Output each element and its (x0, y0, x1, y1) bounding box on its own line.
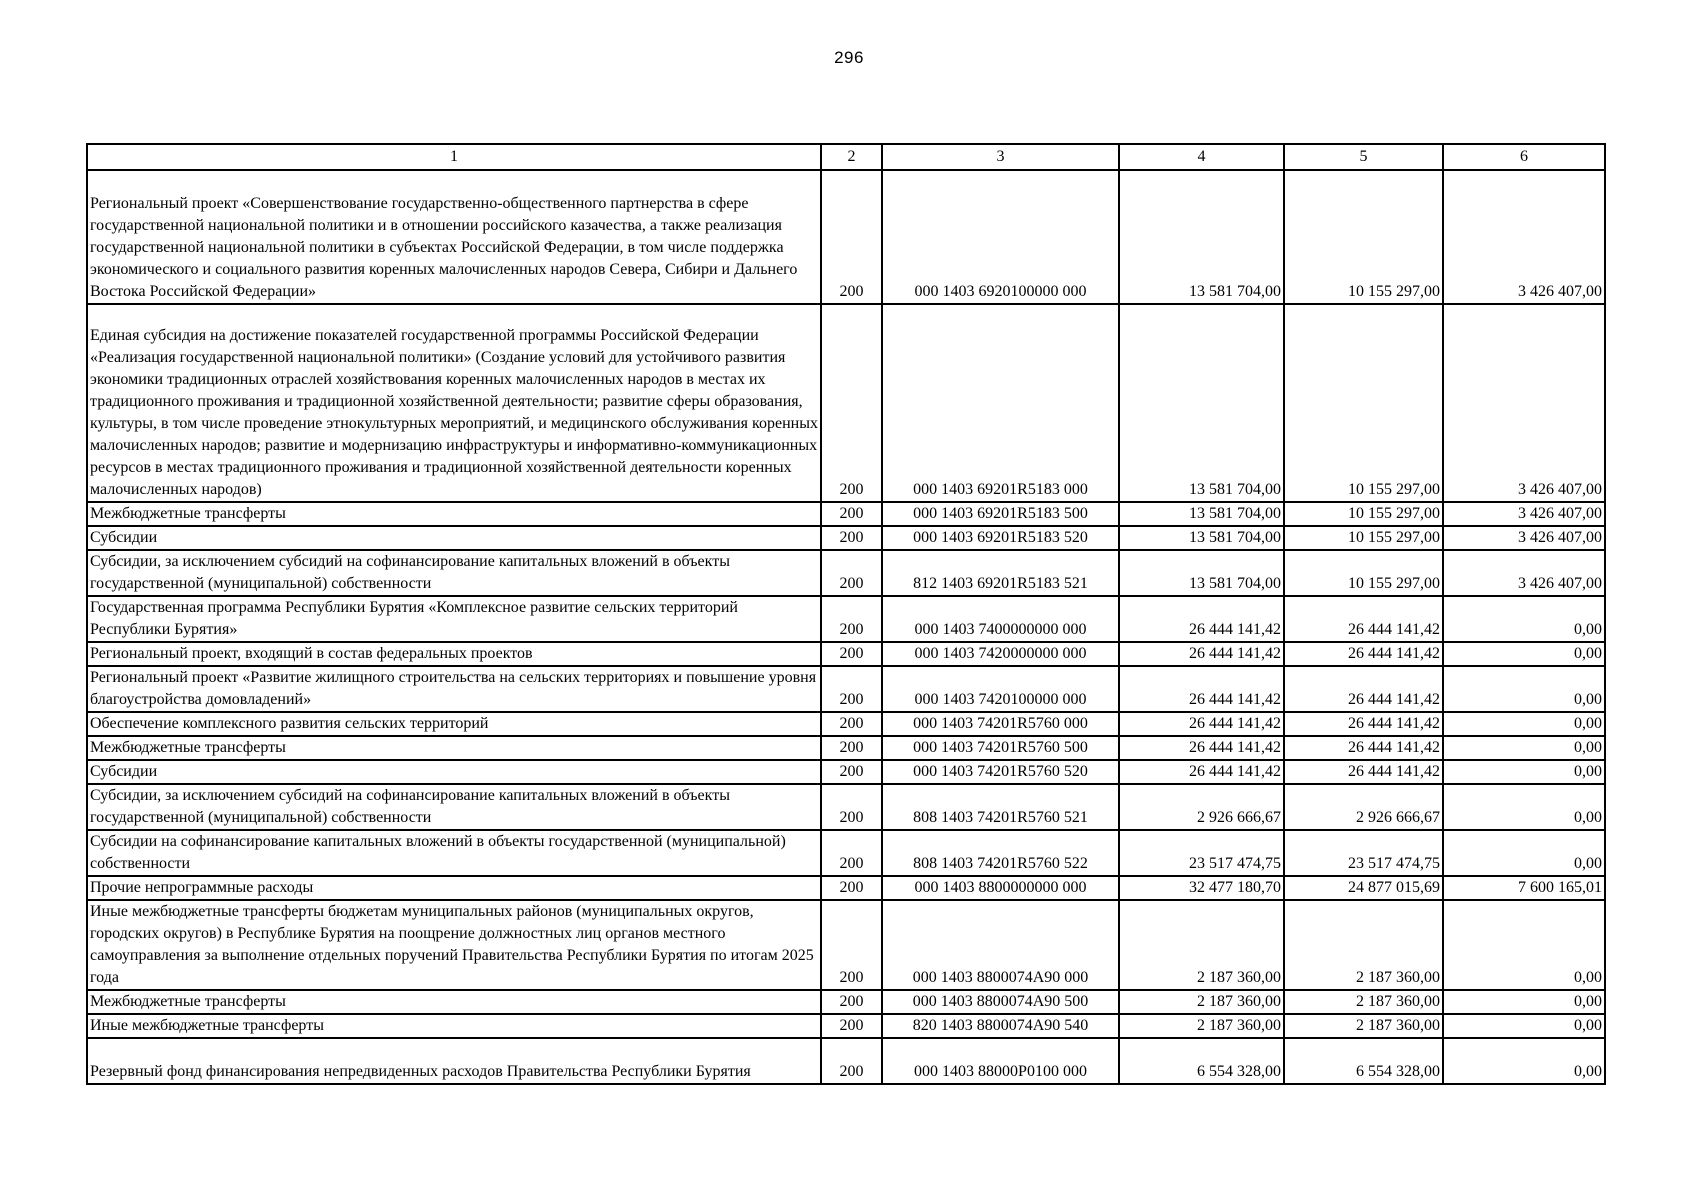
row-section: 200 (821, 1014, 882, 1038)
row-value-4: 26 444 141,42 (1119, 736, 1284, 760)
row-value-5: 6 554 328,00 (1284, 1038, 1443, 1084)
header-col-3: 3 (882, 144, 1119, 170)
table-row (87, 526, 1605, 550)
row-name: Межбюджетные трансферты (87, 990, 821, 1014)
row-value-5: 26 444 141,42 (1284, 736, 1443, 760)
row-name: Региональный проект «Совершенствование государственно-общественного партнерства в сфере государственной национальной политики и в отношении российского казачества, а также реализация государственной национальной политики в субъектах Российской Федерации, в том числе поддержка экономического и социального развития коренных малочисленных народов Севера, Сибири и Дальнего Востока Российской Федерации» (87, 170, 821, 304)
row-name: Единая субсидия на достижение показателей государственной программы Российской Федерации «Реализация государственной национальной политики» (Создание условий для устойчивого развития экономики традиционных отраслей хозяйствования коренных малочисленных народов в местах их традиционного проживания и традиционной хозяйственной деятельности; развитие сферы образования, культуры, в том числе проведение этнокультурных мероприятий, и медицинского обслуживания коренных малочисленных народов; развитие и модернизацию инфраструктуры и информативно-коммуникационных ресурсов в местах традиционного проживания и традиционной хозяйственной деятельности коренных малочисленных народов) (87, 304, 821, 502)
row-value-4: 13 581 704,00 (1119, 502, 1284, 526)
row-section: 200 (821, 550, 882, 596)
row-value-4: 13 581 704,00 (1119, 304, 1284, 502)
budget-table (86, 143, 1606, 1085)
table-row (87, 596, 1605, 642)
table-row (87, 550, 1605, 596)
row-code: 000 1403 74201R5760 500 (882, 736, 1119, 760)
row-value-5: 23 517 474,75 (1284, 830, 1443, 876)
row-section: 200 (821, 304, 882, 502)
row-code: 808 1403 74201R5760 521 (882, 784, 1119, 830)
row-value-6: 0,00 (1443, 760, 1605, 784)
row-name: Региональный проект «Развитие жилищного строительства на сельских территориях и повышение уровня благоустройства домовладений» (87, 666, 821, 712)
row-section: 200 (821, 760, 882, 784)
row-value-6: 0,00 (1443, 990, 1605, 1014)
table-row (87, 666, 1605, 712)
row-value-6: 3 426 407,00 (1443, 502, 1605, 526)
row-value-5: 10 155 297,00 (1284, 304, 1443, 502)
row-code: 000 1403 88000P0100 000 (882, 1038, 1119, 1084)
row-value-6: 0,00 (1443, 642, 1605, 666)
row-name: Прочие непрограммные расходы (87, 876, 821, 900)
row-code: 000 1403 8800074A90 000 (882, 900, 1119, 990)
row-value-4: 6 554 328,00 (1119, 1038, 1284, 1084)
row-value-5: 2 187 360,00 (1284, 1014, 1443, 1038)
row-code: 000 1403 7400000000 000 (882, 596, 1119, 642)
row-value-5: 24 877 015,69 (1284, 876, 1443, 900)
row-name: Резервный фонд финансирования непредвиденных расходов Правительства Республики Бурятия (87, 1038, 821, 1084)
header-row (87, 144, 1605, 170)
table-row (87, 170, 1605, 304)
table-row (87, 900, 1605, 990)
row-code: 000 1403 74201R5760 520 (882, 760, 1119, 784)
row-code: 000 1403 74201R5760 000 (882, 712, 1119, 736)
row-section: 200 (821, 712, 882, 736)
row-section: 200 (821, 666, 882, 712)
row-name: Субсидии на софинансирование капитальных вложений в объекты государственной (муниципальной) собственности (87, 830, 821, 876)
row-value-6: 0,00 (1443, 830, 1605, 876)
row-value-5: 26 444 141,42 (1284, 666, 1443, 712)
row-value-6: 3 426 407,00 (1443, 170, 1605, 304)
row-value-4: 13 581 704,00 (1119, 170, 1284, 304)
row-name: Субсидии (87, 760, 821, 784)
row-value-6: 0,00 (1443, 900, 1605, 990)
row-value-6: 0,00 (1443, 712, 1605, 736)
table-row (87, 642, 1605, 666)
row-value-5: 10 155 297,00 (1284, 170, 1443, 304)
row-value-4: 2 187 360,00 (1119, 990, 1284, 1014)
row-section: 200 (821, 830, 882, 876)
row-value-5: 2 187 360,00 (1284, 900, 1443, 990)
row-name: Субсидии, за исключением субсидий на софинансирование капитальных вложений в объекты государственной (муниципальной) собственности (87, 784, 821, 830)
row-value-6: 7 600 165,01 (1443, 876, 1605, 900)
row-value-4: 13 581 704,00 (1119, 550, 1284, 596)
table-row (87, 990, 1605, 1014)
row-value-4: 2 926 666,67 (1119, 784, 1284, 830)
row-code: 000 1403 7420000000 000 (882, 642, 1119, 666)
header-col-4: 4 (1119, 144, 1284, 170)
row-name: Межбюджетные трансферты (87, 502, 821, 526)
row-value-6: 0,00 (1443, 1014, 1605, 1038)
row-name: Иные межбюджетные трансферты бюджетам муниципальных районов (муниципальных округов, городских округов) в Республике Бурятия на поощрение должностных лиц органов местного самоуправления за выполнение отдельных поручений Правительства Республики Бурятия по итогам 2025 года (87, 900, 821, 990)
row-value-5: 26 444 141,42 (1284, 760, 1443, 784)
row-code: 000 1403 7420100000 000 (882, 666, 1119, 712)
row-code: 808 1403 74201R5760 522 (882, 830, 1119, 876)
row-section: 200 (821, 502, 882, 526)
row-value-6: 3 426 407,00 (1443, 550, 1605, 596)
row-value-6: 3 426 407,00 (1443, 526, 1605, 550)
row-value-5: 10 155 297,00 (1284, 526, 1443, 550)
row-value-6: 0,00 (1443, 666, 1605, 712)
row-code: 000 1403 6920100000 000 (882, 170, 1119, 304)
row-section: 200 (821, 596, 882, 642)
row-value-4: 26 444 141,42 (1119, 596, 1284, 642)
row-code: 820 1403 8800074A90 540 (882, 1014, 1119, 1038)
table-row (87, 876, 1605, 900)
row-code: 000 1403 69201R5183 500 (882, 502, 1119, 526)
row-name: Государственная программа Республики Бурятия «Комплексное развитие сельских территорий Республики Бурятия» (87, 596, 821, 642)
row-name: Субсидии, за исключением субсидий на софинансирование капитальных вложений в объекты государственной (муниципальной) собственности (87, 550, 821, 596)
row-value-6: 3 426 407,00 (1443, 304, 1605, 502)
row-code: 000 1403 69201R5183 520 (882, 526, 1119, 550)
page-number: 296 (834, 48, 864, 67)
row-section: 200 (821, 736, 882, 760)
row-name: Иные межбюджетные трансферты (87, 1014, 821, 1038)
row-value-5: 2 187 360,00 (1284, 990, 1443, 1014)
row-value-4: 32 477 180,70 (1119, 876, 1284, 900)
row-name: Межбюджетные трансферты (87, 736, 821, 760)
header-col-6: 6 (1443, 144, 1605, 170)
row-section: 200 (821, 526, 882, 550)
row-value-4: 2 187 360,00 (1119, 1014, 1284, 1038)
row-code: 000 1403 8800074A90 500 (882, 990, 1119, 1014)
row-value-5: 10 155 297,00 (1284, 550, 1443, 596)
table-row (87, 760, 1605, 784)
row-section: 200 (821, 170, 882, 304)
row-name: Субсидии (87, 526, 821, 550)
table-row (87, 712, 1605, 736)
row-value-4: 2 187 360,00 (1119, 900, 1284, 990)
table-row (87, 830, 1605, 876)
row-value-6: 0,00 (1443, 736, 1605, 760)
table-row (87, 1014, 1605, 1038)
table-row (87, 736, 1605, 760)
row-section: 200 (821, 900, 882, 990)
row-value-4: 26 444 141,42 (1119, 642, 1284, 666)
header-col-1: 1 (87, 144, 821, 170)
table-row (87, 304, 1605, 502)
row-value-6: 0,00 (1443, 1038, 1605, 1084)
row-value-5: 26 444 141,42 (1284, 596, 1443, 642)
row-value-4: 26 444 141,42 (1119, 760, 1284, 784)
row-value-6: 0,00 (1443, 596, 1605, 642)
row-value-6: 0,00 (1443, 784, 1605, 830)
table-row (87, 1038, 1605, 1084)
table-row (87, 784, 1605, 830)
row-code: 000 1403 69201R5183 000 (882, 304, 1119, 502)
row-section: 200 (821, 642, 882, 666)
row-code: 812 1403 69201R5183 521 (882, 550, 1119, 596)
row-value-5: 2 926 666,67 (1284, 784, 1443, 830)
row-code: 000 1403 8800000000 000 (882, 876, 1119, 900)
row-section: 200 (821, 1038, 882, 1084)
row-value-5: 10 155 297,00 (1284, 502, 1443, 526)
table-row (87, 502, 1605, 526)
row-name: Обеспечение комплексного развития сельских территорий (87, 712, 821, 736)
row-name: Региональный проект, входящий в состав федеральных проектов (87, 642, 821, 666)
row-value-4: 13 581 704,00 (1119, 526, 1284, 550)
row-section: 200 (821, 876, 882, 900)
row-value-4: 26 444 141,42 (1119, 712, 1284, 736)
row-value-4: 23 517 474,75 (1119, 830, 1284, 876)
row-value-4: 26 444 141,42 (1119, 666, 1284, 712)
row-value-5: 26 444 141,42 (1284, 712, 1443, 736)
header-col-2: 2 (821, 144, 882, 170)
header-col-5: 5 (1284, 144, 1443, 170)
row-section: 200 (821, 990, 882, 1014)
row-section: 200 (821, 784, 882, 830)
row-value-5: 26 444 141,42 (1284, 642, 1443, 666)
